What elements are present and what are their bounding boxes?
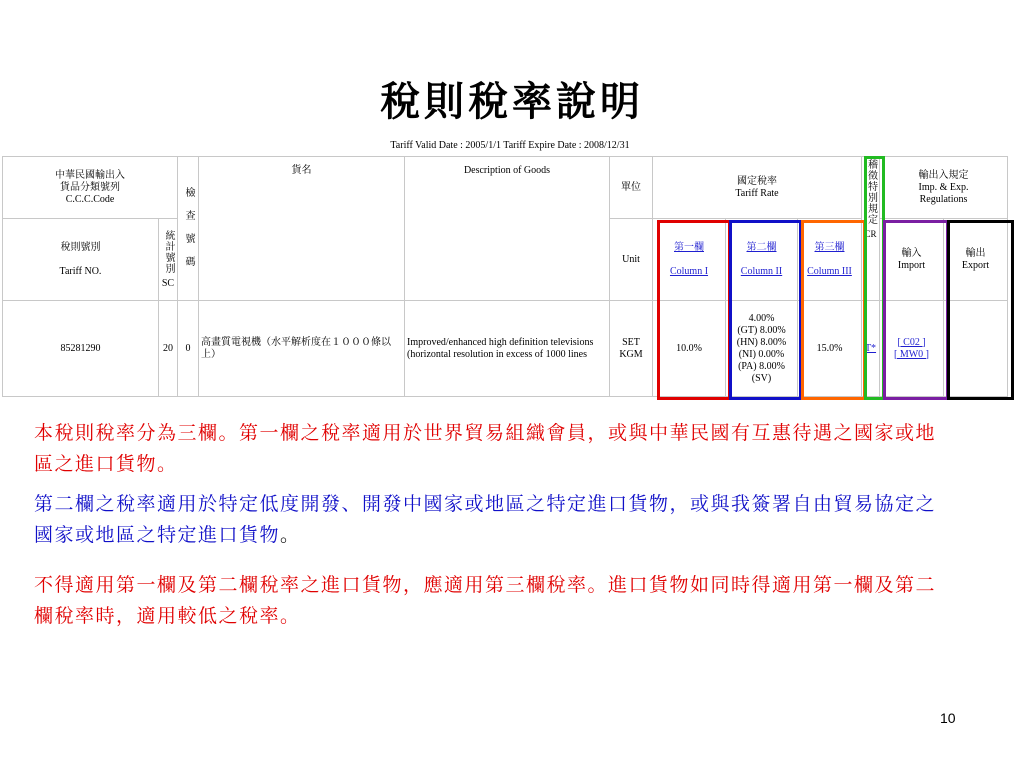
- column-3-header: [798, 219, 862, 301]
- table-row: [3, 301, 1008, 397]
- unit-header-en: Unit: [610, 219, 653, 301]
- tariff-no-header: 稅則號別 Tariff NO.: [3, 219, 159, 301]
- special-regulation-link[interactable]: T*: [864, 342, 877, 354]
- unit-cell: SET KGM: [610, 301, 653, 397]
- tariff-table: [2, 156, 1008, 397]
- import-header: 輸入 Import: [880, 219, 944, 301]
- column-1-en-link[interactable]: Column I: [669, 265, 709, 277]
- sc-label: SC: [161, 277, 175, 289]
- column-1-link[interactable]: 第一欄: [674, 241, 704, 253]
- inspection-code-header: 檢 查 號 碼: [178, 157, 199, 301]
- goods-name-header: 貨名: [199, 157, 405, 301]
- export-regulation-cell: [944, 301, 1008, 397]
- special-regulation-header: 稽徵特別規定 CR: [862, 157, 880, 301]
- description-header: Description of Goods: [405, 157, 610, 301]
- paragraph-column-two-text: 第二欄之稅率適用於特定低度開發、開發中國家或地區之特定進口貨物，或與我簽署自由貿易協定之國家或地區之特定進口貨物: [34, 493, 937, 546]
- unit-header: 單位: [610, 157, 653, 219]
- description-cell: Improved/enhanced high definition televisions (horizontal resolution in excess of 1000 lines: [405, 301, 610, 397]
- special-code-label: CR: [864, 229, 877, 239]
- paragraph-column-two: [34, 489, 954, 551]
- special-regulation-cell: [862, 301, 880, 397]
- cd-cell: 0: [178, 301, 199, 397]
- column-1-rate-cell: 10.0%: [653, 301, 726, 397]
- column-3-en-link[interactable]: Column III: [807, 265, 852, 277]
- imp-exp-regulations-header: 輸出入規定 Imp. & Exp. Regulations: [880, 157, 1008, 219]
- slide-title: 稅則稅率說明: [380, 78, 644, 125]
- sc-cell: 20: [159, 301, 178, 397]
- column-3-rate-cell: 15.0%: [798, 301, 862, 397]
- column-1-header: [653, 219, 726, 301]
- column-2-link[interactable]: 第二欄: [746, 241, 777, 253]
- tariff-no-cell: 85281290: [3, 301, 159, 397]
- column-2-en-link[interactable]: Column II: [740, 265, 783, 277]
- tariff-validity-dates: Tariff Valid Date : 2005/1/1 Tariff Expire Date : 2008/12/31: [390, 140, 630, 151]
- paragraph-three-columns: 本稅則稅率分為三欄。第一欄之稅率適用於世界貿易組織會員，或與中華民國有互惠待遇之國家或地區之進口貨物。: [34, 422, 937, 475]
- paragraph-column-three: 不得適用第一欄及第二欄稅率之進口貨物，應適用第三欄稅率。進口貨物如同時得適用第一欄及第二欄稅率時，適用較低之稅率。: [34, 574, 937, 627]
- column-3-link[interactable]: 第三欄: [814, 241, 845, 253]
- import-regulation-cell: [880, 301, 944, 397]
- goods-name-cell: 高畫質電視機（水平解析度在１０００條以上）: [199, 301, 405, 397]
- page-number: 10: [940, 710, 956, 726]
- statistical-code-header: 統計號別 SC: [159, 219, 178, 301]
- column-2-header: [726, 219, 798, 301]
- export-header: 輸出 Export: [944, 219, 1008, 301]
- column-2-rate-cell: 4.00% (GT) 8.00% (HN) 8.00% (NI) 0.00% (PA) 8.00% (SV): [726, 301, 798, 397]
- ccc-code-header: 中華民國輸出入 貨品分類號列 C.C.C.Code: [3, 157, 178, 219]
- paragraph-column-two-period: 。: [280, 524, 301, 546]
- tariff-rate-header: 國定稅率 Tariff Rate: [653, 157, 862, 219]
- import-regulation-link[interactable]: [ C02 ] [ MW0 ]: [894, 336, 929, 360]
